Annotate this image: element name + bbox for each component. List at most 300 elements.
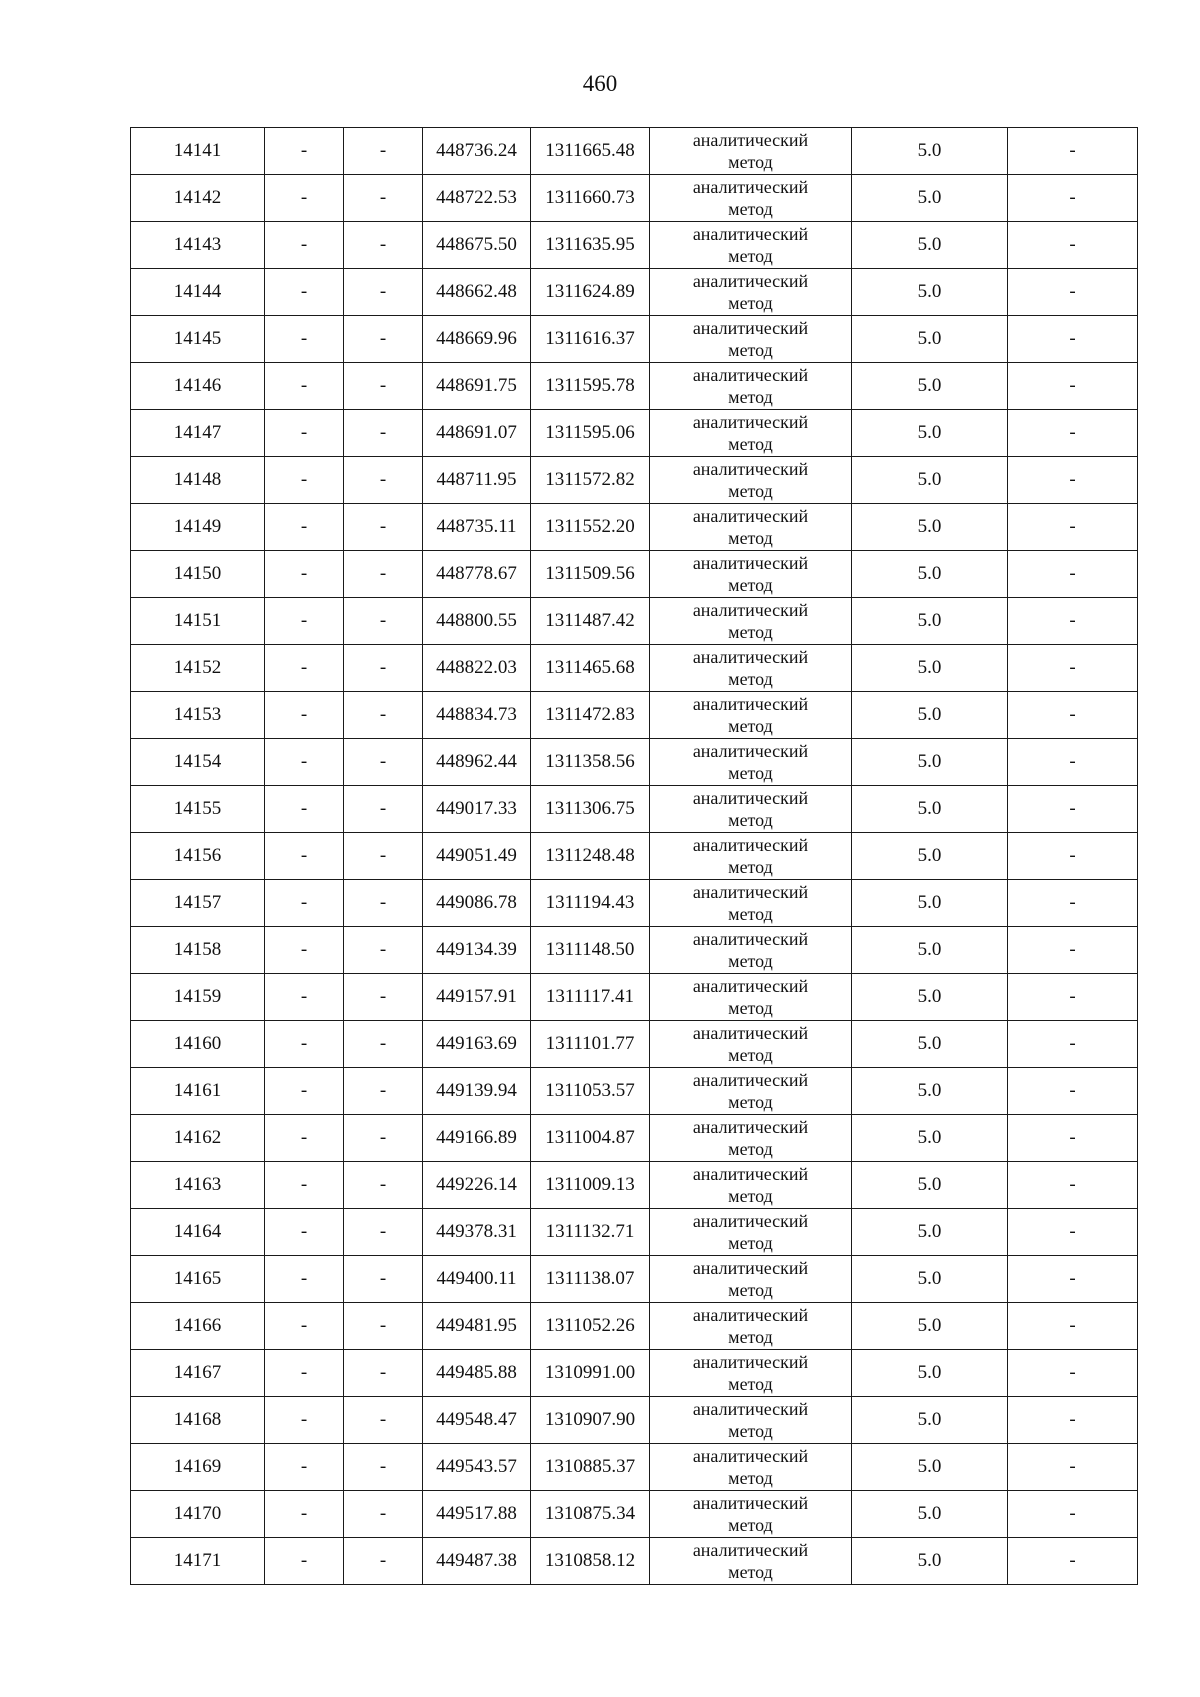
x-coordinate-cell: 448691.75: [423, 363, 531, 410]
table-row: [131, 739, 1138, 786]
method-cell: [650, 504, 852, 551]
empty-column-3-cell: -: [344, 739, 423, 786]
method-cell: [650, 1115, 852, 1162]
x-coordinate-cell: 448675.50: [423, 222, 531, 269]
empty-column-2-cell: -: [265, 927, 344, 974]
empty-column-3-cell: -: [344, 410, 423, 457]
last-column-cell: -: [1008, 974, 1138, 1021]
precision-value-cell: 5.0: [852, 175, 1008, 222]
precision-value-cell: 5.0: [852, 1538, 1008, 1585]
last-column-cell: -: [1008, 786, 1138, 833]
method-line-1: аналитический: [692, 1352, 809, 1372]
table-row: [131, 1491, 1138, 1538]
precision-value-cell: 5.0: [852, 974, 1008, 1021]
empty-column-3-cell: -: [344, 1350, 423, 1397]
method-cell: [650, 222, 852, 269]
method-line-2: метод: [728, 716, 773, 736]
table-row: [131, 833, 1138, 880]
y-coordinate-cell: 1311053.57: [531, 1068, 650, 1115]
table-row: [131, 786, 1138, 833]
empty-column-3-cell: -: [344, 1538, 423, 1585]
method-line-2: метод: [728, 1515, 773, 1535]
y-coordinate-cell: 1311148.50: [531, 927, 650, 974]
y-coordinate-cell: 1311004.87: [531, 1115, 650, 1162]
precision-value-cell: 5.0: [852, 1397, 1008, 1444]
last-column-cell: -: [1008, 1021, 1138, 1068]
method-line-1: аналитический: [692, 882, 809, 902]
empty-column-2-cell: -: [265, 1021, 344, 1068]
y-coordinate-cell: 1311635.95: [531, 222, 650, 269]
empty-column-2-cell: -: [265, 1303, 344, 1350]
method-line-1: аналитический: [692, 412, 809, 432]
precision-value-cell: 5.0: [852, 833, 1008, 880]
precision-value-cell: 5.0: [852, 598, 1008, 645]
empty-column-3-cell: -: [344, 551, 423, 598]
method-line-2: метод: [728, 1421, 773, 1441]
method-line-2: метод: [728, 387, 773, 407]
table-row: [131, 128, 1138, 175]
method-line-1: аналитический: [692, 1258, 809, 1278]
point-number-cell: 14145: [131, 316, 265, 363]
empty-column-2-cell: -: [265, 1491, 344, 1538]
precision-value-cell: 5.0: [852, 551, 1008, 598]
last-column-cell: -: [1008, 692, 1138, 739]
x-coordinate-cell: 448834.73: [423, 692, 531, 739]
table-row: [131, 645, 1138, 692]
y-coordinate-cell: 1310907.90: [531, 1397, 650, 1444]
empty-column-3-cell: -: [344, 974, 423, 1021]
method-line-2: метод: [728, 1468, 773, 1488]
empty-column-3-cell: -: [344, 269, 423, 316]
empty-column-3-cell: -: [344, 786, 423, 833]
empty-column-2-cell: -: [265, 363, 344, 410]
method-cell: [650, 880, 852, 927]
point-number-cell: 14171: [131, 1538, 265, 1585]
method-line-1: аналитический: [692, 177, 809, 197]
table-row: [131, 1209, 1138, 1256]
precision-value-cell: 5.0: [852, 1491, 1008, 1538]
precision-value-cell: 5.0: [852, 1350, 1008, 1397]
method-cell: [650, 128, 852, 175]
y-coordinate-cell: 1311616.37: [531, 316, 650, 363]
empty-column-3-cell: -: [344, 1021, 423, 1068]
last-column-cell: -: [1008, 363, 1138, 410]
empty-column-3-cell: -: [344, 457, 423, 504]
empty-column-3-cell: -: [344, 1115, 423, 1162]
point-number-cell: 14141: [131, 128, 265, 175]
empty-column-2-cell: -: [265, 598, 344, 645]
method-line-2: метод: [728, 152, 773, 172]
empty-column-2-cell: -: [265, 457, 344, 504]
last-column-cell: -: [1008, 175, 1138, 222]
point-number-cell: 14168: [131, 1397, 265, 1444]
method-line-1: аналитический: [692, 1305, 809, 1325]
y-coordinate-cell: 1311487.42: [531, 598, 650, 645]
method-line-2: метод: [728, 1280, 773, 1300]
method-line-1: аналитический: [692, 1023, 809, 1043]
y-coordinate-cell: 1310858.12: [531, 1538, 650, 1585]
method-line-1: аналитический: [692, 600, 809, 620]
table-row: [131, 1397, 1138, 1444]
last-column-cell: -: [1008, 222, 1138, 269]
empty-column-3-cell: -: [344, 692, 423, 739]
last-column-cell: -: [1008, 598, 1138, 645]
coordinates-table: [130, 127, 1138, 1585]
table-row: [131, 504, 1138, 551]
method-line-2: метод: [728, 622, 773, 642]
empty-column-2-cell: -: [265, 175, 344, 222]
x-coordinate-cell: 448736.24: [423, 128, 531, 175]
method-cell: [650, 645, 852, 692]
empty-column-3-cell: -: [344, 1068, 423, 1115]
last-column-cell: -: [1008, 316, 1138, 363]
method-cell: [650, 457, 852, 504]
empty-column-3-cell: -: [344, 1256, 423, 1303]
y-coordinate-cell: 1311595.78: [531, 363, 650, 410]
precision-value-cell: 5.0: [852, 316, 1008, 363]
last-column-cell: -: [1008, 1068, 1138, 1115]
method-line-1: аналитический: [692, 929, 809, 949]
method-cell: [650, 1256, 852, 1303]
method-cell: [650, 598, 852, 645]
method-line-2: метод: [728, 434, 773, 454]
point-number-cell: 14164: [131, 1209, 265, 1256]
method-cell: [650, 551, 852, 598]
y-coordinate-cell: 1311509.56: [531, 551, 650, 598]
y-coordinate-cell: 1311052.26: [531, 1303, 650, 1350]
x-coordinate-cell: 448778.67: [423, 551, 531, 598]
x-coordinate-cell: 449378.31: [423, 1209, 531, 1256]
y-coordinate-cell: 1311009.13: [531, 1162, 650, 1209]
point-number-cell: 14155: [131, 786, 265, 833]
method-cell: [650, 1350, 852, 1397]
point-number-cell: 14150: [131, 551, 265, 598]
method-line-2: метод: [728, 951, 773, 971]
point-number-cell: 14146: [131, 363, 265, 410]
empty-column-2-cell: -: [265, 410, 344, 457]
precision-value-cell: 5.0: [852, 1256, 1008, 1303]
method-cell: [650, 269, 852, 316]
precision-value-cell: 5.0: [852, 739, 1008, 786]
method-cell: [650, 1491, 852, 1538]
table-body: [131, 128, 1138, 1585]
point-number-cell: 14154: [131, 739, 265, 786]
table-row: [131, 269, 1138, 316]
last-column-cell: -: [1008, 1162, 1138, 1209]
empty-column-2-cell: -: [265, 692, 344, 739]
empty-column-3-cell: -: [344, 504, 423, 551]
point-number-cell: 14148: [131, 457, 265, 504]
method-cell: [650, 927, 852, 974]
empty-column-3-cell: -: [344, 1303, 423, 1350]
method-cell: [650, 1068, 852, 1115]
method-line-2: метод: [728, 481, 773, 501]
point-number-cell: 14151: [131, 598, 265, 645]
precision-value-cell: 5.0: [852, 128, 1008, 175]
method-line-2: метод: [728, 293, 773, 313]
empty-column-3-cell: -: [344, 175, 423, 222]
method-line-2: метод: [728, 528, 773, 548]
x-coordinate-cell: 448962.44: [423, 739, 531, 786]
method-line-1: аналитический: [692, 459, 809, 479]
method-line-1: аналитический: [692, 647, 809, 667]
empty-column-3-cell: -: [344, 880, 423, 927]
last-column-cell: -: [1008, 1209, 1138, 1256]
empty-column-2-cell: -: [265, 269, 344, 316]
method-line-1: аналитический: [692, 1399, 809, 1419]
table-row: [131, 410, 1138, 457]
y-coordinate-cell: 1311595.06: [531, 410, 650, 457]
last-column-cell: -: [1008, 1350, 1138, 1397]
empty-column-2-cell: -: [265, 1162, 344, 1209]
point-number-cell: 14166: [131, 1303, 265, 1350]
empty-column-3-cell: -: [344, 598, 423, 645]
last-column-cell: -: [1008, 410, 1138, 457]
y-coordinate-cell: 1311572.82: [531, 457, 650, 504]
empty-column-2-cell: -: [265, 833, 344, 880]
x-coordinate-cell: 448800.55: [423, 598, 531, 645]
method-line-1: аналитический: [692, 741, 809, 761]
x-coordinate-cell: 449157.91: [423, 974, 531, 1021]
empty-column-3-cell: -: [344, 1397, 423, 1444]
method-cell: [650, 739, 852, 786]
table-row: [131, 457, 1138, 504]
empty-column-2-cell: -: [265, 880, 344, 927]
point-number-cell: 14160: [131, 1021, 265, 1068]
last-column-cell: -: [1008, 1256, 1138, 1303]
point-number-cell: 14152: [131, 645, 265, 692]
method-line-1: аналитический: [692, 1540, 809, 1560]
precision-value-cell: 5.0: [852, 880, 1008, 927]
point-number-cell: 14149: [131, 504, 265, 551]
y-coordinate-cell: 1311472.83: [531, 692, 650, 739]
x-coordinate-cell: 448822.03: [423, 645, 531, 692]
empty-column-2-cell: -: [265, 1538, 344, 1585]
x-coordinate-cell: 449400.11: [423, 1256, 531, 1303]
method-cell: [650, 692, 852, 739]
y-coordinate-cell: 1311132.71: [531, 1209, 650, 1256]
method-line-1: аналитический: [692, 1070, 809, 1090]
method-line-2: метод: [728, 246, 773, 266]
precision-value-cell: 5.0: [852, 1068, 1008, 1115]
empty-column-2-cell: -: [265, 128, 344, 175]
table-row: [131, 1115, 1138, 1162]
method-line-1: аналитический: [692, 976, 809, 996]
table-row: [131, 1162, 1138, 1209]
empty-column-3-cell: -: [344, 645, 423, 692]
table-row: [131, 551, 1138, 598]
method-line-2: метод: [728, 1562, 773, 1582]
table-row: [131, 598, 1138, 645]
last-column-cell: -: [1008, 645, 1138, 692]
empty-column-2-cell: -: [265, 504, 344, 551]
empty-column-3-cell: -: [344, 1209, 423, 1256]
point-number-cell: 14144: [131, 269, 265, 316]
x-coordinate-cell: 449051.49: [423, 833, 531, 880]
point-number-cell: 14161: [131, 1068, 265, 1115]
empty-column-3-cell: -: [344, 833, 423, 880]
table-row: [131, 316, 1138, 363]
x-coordinate-cell: 448662.48: [423, 269, 531, 316]
empty-column-3-cell: -: [344, 1162, 423, 1209]
y-coordinate-cell: 1311248.48: [531, 833, 650, 880]
method-cell: [650, 363, 852, 410]
precision-value-cell: 5.0: [852, 927, 1008, 974]
method-line-2: метод: [728, 1045, 773, 1065]
method-line-2: метод: [728, 340, 773, 360]
empty-column-2-cell: -: [265, 1444, 344, 1491]
method-line-2: метод: [728, 1186, 773, 1206]
empty-column-3-cell: -: [344, 222, 423, 269]
precision-value-cell: 5.0: [852, 410, 1008, 457]
last-column-cell: -: [1008, 269, 1138, 316]
method-cell: [650, 175, 852, 222]
table-row: [131, 1303, 1138, 1350]
precision-value-cell: 5.0: [852, 1303, 1008, 1350]
table-row: [131, 692, 1138, 739]
last-column-cell: -: [1008, 1397, 1138, 1444]
x-coordinate-cell: 449017.33: [423, 786, 531, 833]
precision-value-cell: 5.0: [852, 222, 1008, 269]
precision-value-cell: 5.0: [852, 363, 1008, 410]
y-coordinate-cell: 1311138.07: [531, 1256, 650, 1303]
point-number-cell: 14162: [131, 1115, 265, 1162]
table-row: [131, 1021, 1138, 1068]
empty-column-2-cell: -: [265, 1397, 344, 1444]
precision-value-cell: 5.0: [852, 504, 1008, 551]
x-coordinate-cell: 448669.96: [423, 316, 531, 363]
empty-column-3-cell: -: [344, 316, 423, 363]
y-coordinate-cell: 1311552.20: [531, 504, 650, 551]
method-cell: [650, 1444, 852, 1491]
precision-value-cell: 5.0: [852, 457, 1008, 504]
x-coordinate-cell: 448711.95: [423, 457, 531, 504]
y-coordinate-cell: 1311117.41: [531, 974, 650, 1021]
table-row: [131, 1444, 1138, 1491]
last-column-cell: -: [1008, 927, 1138, 974]
y-coordinate-cell: 1310885.37: [531, 1444, 650, 1491]
method-line-2: метод: [728, 1374, 773, 1394]
x-coordinate-cell: 448722.53: [423, 175, 531, 222]
method-line-1: аналитический: [692, 788, 809, 808]
last-column-cell: -: [1008, 504, 1138, 551]
precision-value-cell: 5.0: [852, 786, 1008, 833]
y-coordinate-cell: 1311358.56: [531, 739, 650, 786]
method-line-1: аналитический: [692, 1164, 809, 1184]
precision-value-cell: 5.0: [852, 1115, 1008, 1162]
point-number-cell: 14169: [131, 1444, 265, 1491]
empty-column-3-cell: -: [344, 927, 423, 974]
last-column-cell: -: [1008, 457, 1138, 504]
point-number-cell: 14147: [131, 410, 265, 457]
method-cell: [650, 1397, 852, 1444]
y-coordinate-cell: 1311194.43: [531, 880, 650, 927]
empty-column-3-cell: -: [344, 128, 423, 175]
precision-value-cell: 5.0: [852, 1444, 1008, 1491]
method-line-1: аналитический: [692, 271, 809, 291]
y-coordinate-cell: 1310991.00: [531, 1350, 650, 1397]
precision-value-cell: 5.0: [852, 645, 1008, 692]
point-number-cell: 14170: [131, 1491, 265, 1538]
last-column-cell: -: [1008, 1538, 1138, 1585]
x-coordinate-cell: 449487.38: [423, 1538, 531, 1585]
empty-column-2-cell: -: [265, 222, 344, 269]
y-coordinate-cell: 1311306.75: [531, 786, 650, 833]
method-line-1: аналитический: [692, 318, 809, 338]
empty-column-2-cell: -: [265, 1256, 344, 1303]
last-column-cell: -: [1008, 128, 1138, 175]
x-coordinate-cell: 449086.78: [423, 880, 531, 927]
y-coordinate-cell: 1311465.68: [531, 645, 650, 692]
table-row: [131, 927, 1138, 974]
y-coordinate-cell: 1311665.48: [531, 128, 650, 175]
method-line-2: метод: [728, 575, 773, 595]
method-line-2: метод: [728, 669, 773, 689]
point-number-cell: 14142: [131, 175, 265, 222]
method-line-1: аналитический: [692, 506, 809, 526]
point-number-cell: 14167: [131, 1350, 265, 1397]
x-coordinate-cell: 449134.39: [423, 927, 531, 974]
method-line-2: метод: [728, 1327, 773, 1347]
table-row: [131, 1350, 1138, 1397]
empty-column-3-cell: -: [344, 1491, 423, 1538]
empty-column-2-cell: -: [265, 551, 344, 598]
precision-value-cell: 5.0: [852, 269, 1008, 316]
method-cell: [650, 1538, 852, 1585]
last-column-cell: -: [1008, 833, 1138, 880]
method-line-2: метод: [728, 810, 773, 830]
last-column-cell: -: [1008, 551, 1138, 598]
precision-value-cell: 5.0: [852, 1162, 1008, 1209]
method-line-1: аналитический: [692, 1117, 809, 1137]
last-column-cell: -: [1008, 880, 1138, 927]
method-line-2: метод: [728, 857, 773, 877]
empty-column-2-cell: -: [265, 1209, 344, 1256]
point-number-cell: 14158: [131, 927, 265, 974]
point-number-cell: 14153: [131, 692, 265, 739]
table-row: [131, 363, 1138, 410]
method-cell: [650, 316, 852, 363]
point-number-cell: 14165: [131, 1256, 265, 1303]
last-column-cell: -: [1008, 1303, 1138, 1350]
y-coordinate-cell: 1310875.34: [531, 1491, 650, 1538]
x-coordinate-cell: 448691.07: [423, 410, 531, 457]
point-number-cell: 14159: [131, 974, 265, 1021]
empty-column-3-cell: -: [344, 363, 423, 410]
last-column-cell: -: [1008, 1115, 1138, 1162]
point-number-cell: 14163: [131, 1162, 265, 1209]
last-column-cell: -: [1008, 1491, 1138, 1538]
empty-column-2-cell: -: [265, 974, 344, 1021]
x-coordinate-cell: 449543.57: [423, 1444, 531, 1491]
table-row: [131, 1068, 1138, 1115]
x-coordinate-cell: 449166.89: [423, 1115, 531, 1162]
x-coordinate-cell: 449139.94: [423, 1068, 531, 1115]
method-line-1: аналитический: [692, 553, 809, 573]
method-line-1: аналитический: [692, 365, 809, 385]
method-cell: [650, 1209, 852, 1256]
table-row: [131, 1538, 1138, 1585]
x-coordinate-cell: 449481.95: [423, 1303, 531, 1350]
empty-column-2-cell: -: [265, 786, 344, 833]
method-line-1: аналитический: [692, 130, 809, 150]
table-row: [131, 222, 1138, 269]
method-line-1: аналитический: [692, 1493, 809, 1513]
empty-column-2-cell: -: [265, 1068, 344, 1115]
method-line-2: метод: [728, 199, 773, 219]
x-coordinate-cell: 449163.69: [423, 1021, 531, 1068]
method-line-2: метод: [728, 904, 773, 924]
